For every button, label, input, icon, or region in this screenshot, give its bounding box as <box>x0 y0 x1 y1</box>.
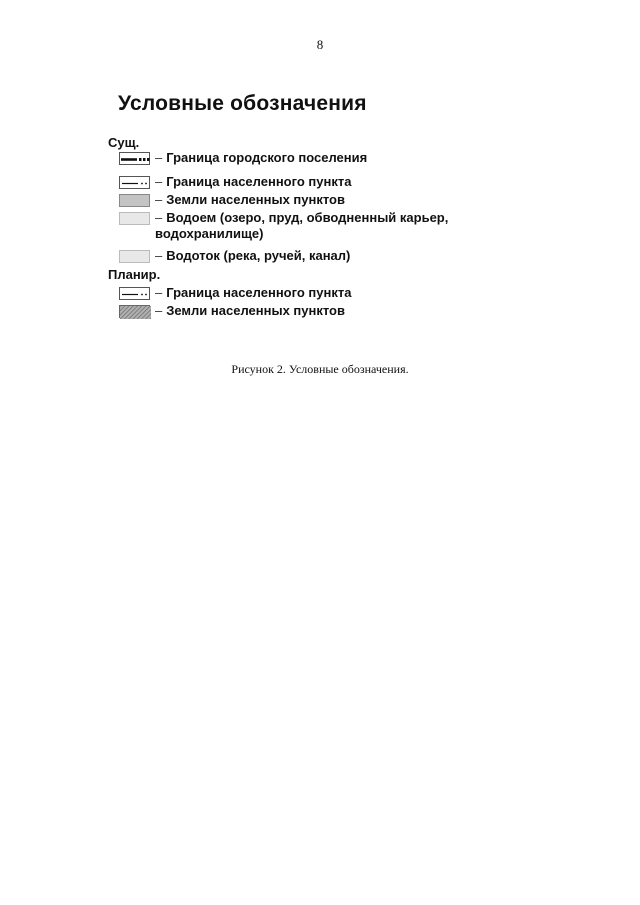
legend-item-label: Граница населенного пункта <box>166 285 352 300</box>
page-number: 8 <box>316 37 324 52</box>
dash: – <box>155 285 163 300</box>
legend-item-label: Граница населенного пункта <box>166 174 352 189</box>
settlement-boundary-line-icon <box>119 287 150 300</box>
dash: – <box>155 150 163 165</box>
legend-title: Условные обозначения <box>118 92 367 115</box>
settlement-boundary-line-icon <box>119 176 150 189</box>
legend-item-label: Граница городского поселения <box>166 150 368 165</box>
settlement-land-fill-icon <box>119 194 150 207</box>
legend-item-label: Водоем (озеро, пруд, обводненный карьер, <box>166 210 449 225</box>
legend-item-label: Земли населенных пунктов <box>166 303 345 318</box>
legend-item-label: Водоток (река, ручей, канал) <box>166 248 351 263</box>
water-body-fill-icon <box>119 212 150 225</box>
dash: – <box>155 192 163 207</box>
city-boundary-line-icon <box>119 152 150 165</box>
dash: – <box>155 210 163 225</box>
watercourse-fill-icon <box>119 250 150 263</box>
figure-caption: Рисунок 2. Условные обозначения. <box>231 362 409 376</box>
legend-item-label-continued: водохранилище) <box>155 226 264 241</box>
section-label-planned: Планир. <box>108 267 161 282</box>
legend-item-label: Земли населенных пунктов <box>166 192 345 207</box>
section-label-existing: Сущ. <box>108 135 140 150</box>
settlement-land-hatch-icon <box>119 305 150 318</box>
dash: – <box>155 174 163 189</box>
dash: – <box>155 248 163 263</box>
dash: – <box>155 303 163 318</box>
